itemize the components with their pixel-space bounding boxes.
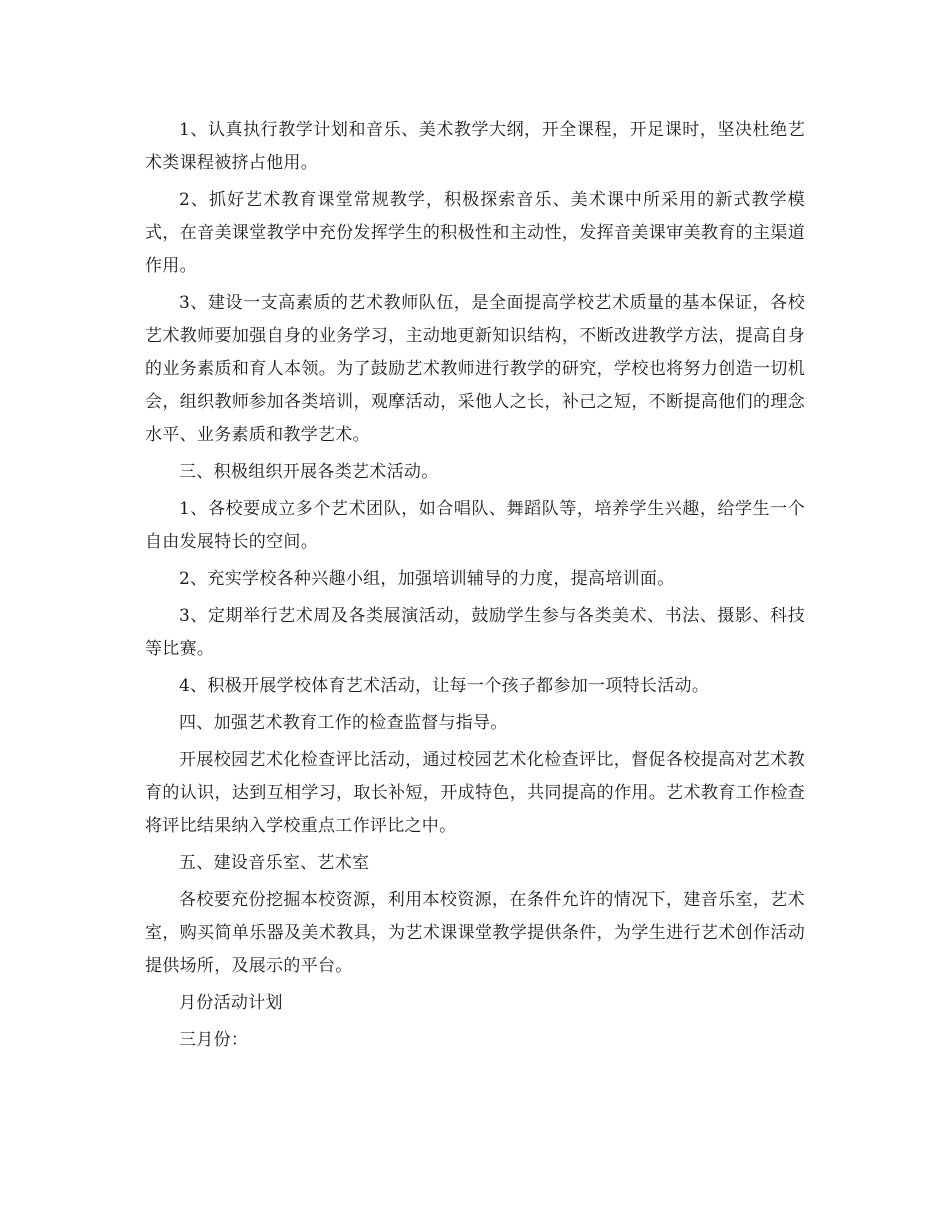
march-heading: 三月份：	[179, 1030, 249, 1050]
section-heading-4: 四、加强艺术教育工作的检查监督与指导。	[179, 713, 508, 733]
document-body	[145, 114, 805, 1061]
paragraph-6: 2、充实学校各种兴趣小组，加强培训辅导的力度，提高培训面。	[179, 569, 675, 589]
paragraph-10: 开展校园艺术化检查评比活动，通过校园艺术化检查评比，督促各校提高对艺术教育的认识，达到互相学习，取长补短，开成特色，共同提高的作用。艺术教育工作检查将评比结果纳入学校重点工作评比之中。	[145, 750, 805, 836]
monthly-plan-heading: 月份活动计划	[179, 993, 283, 1013]
paragraph-7: 3、定期举行艺术周及各类展演活动，鼓励学生参与各类美术、书法、摄影、科技等比赛。	[145, 606, 805, 659]
paragraph-3: 3、建设一支高素质的艺术教师队伍，是全面提高学校艺术质量的基本保证，各校艺术教师要加强自身的业务学习，主动地更新知识结构，不断改进教学方法，提高自身的业务素质和育人本领。为了鼓励艺术教师进行教学的研究，学校也将努力创造一切机会，组织教师参加各类培训，观摩活动，采他人之长，补己之短，不断提高他们的理念水平、业务素质和教学艺术。	[145, 293, 805, 445]
paragraph-1: 1、认真执行教学计划和音乐、美术教学大纲，开全课程，开足课时，坚决杜绝艺术类课程被挤占他用。	[145, 120, 805, 173]
paragraph-2: 2、抓好艺术教育课堂常规教学，积极探索音乐、美术课中所采用的新式教学模式，在音美课堂教学中充份发挥学生的积极性和主动性，发挥音美课审美教育的主渠道作用。	[145, 190, 805, 276]
paragraph-8: 4、积极开展学校体育艺术活动，让每一个孩子都参加一项特长活动。	[179, 676, 710, 696]
section-heading-3: 三、积极组织开展各类艺术活动。	[179, 462, 439, 482]
section-heading-5: 五、建设音乐室、艺术室	[179, 853, 370, 873]
paragraph-5: 1、各校要成立多个艺术团队，如合唱队、舞蹈队等，培养学生兴趣，给学生一个自由发展特长的空间。	[145, 499, 805, 552]
paragraph-12: 各校要充份挖掘本校资源，利用本校资源，在条件允许的情况下，建音乐室，艺术室，购买简单乐器及美术教具，为艺术课课堂教学提供条件，为学生进行艺术创作活动提供场所，及展示的平台。	[145, 890, 805, 976]
